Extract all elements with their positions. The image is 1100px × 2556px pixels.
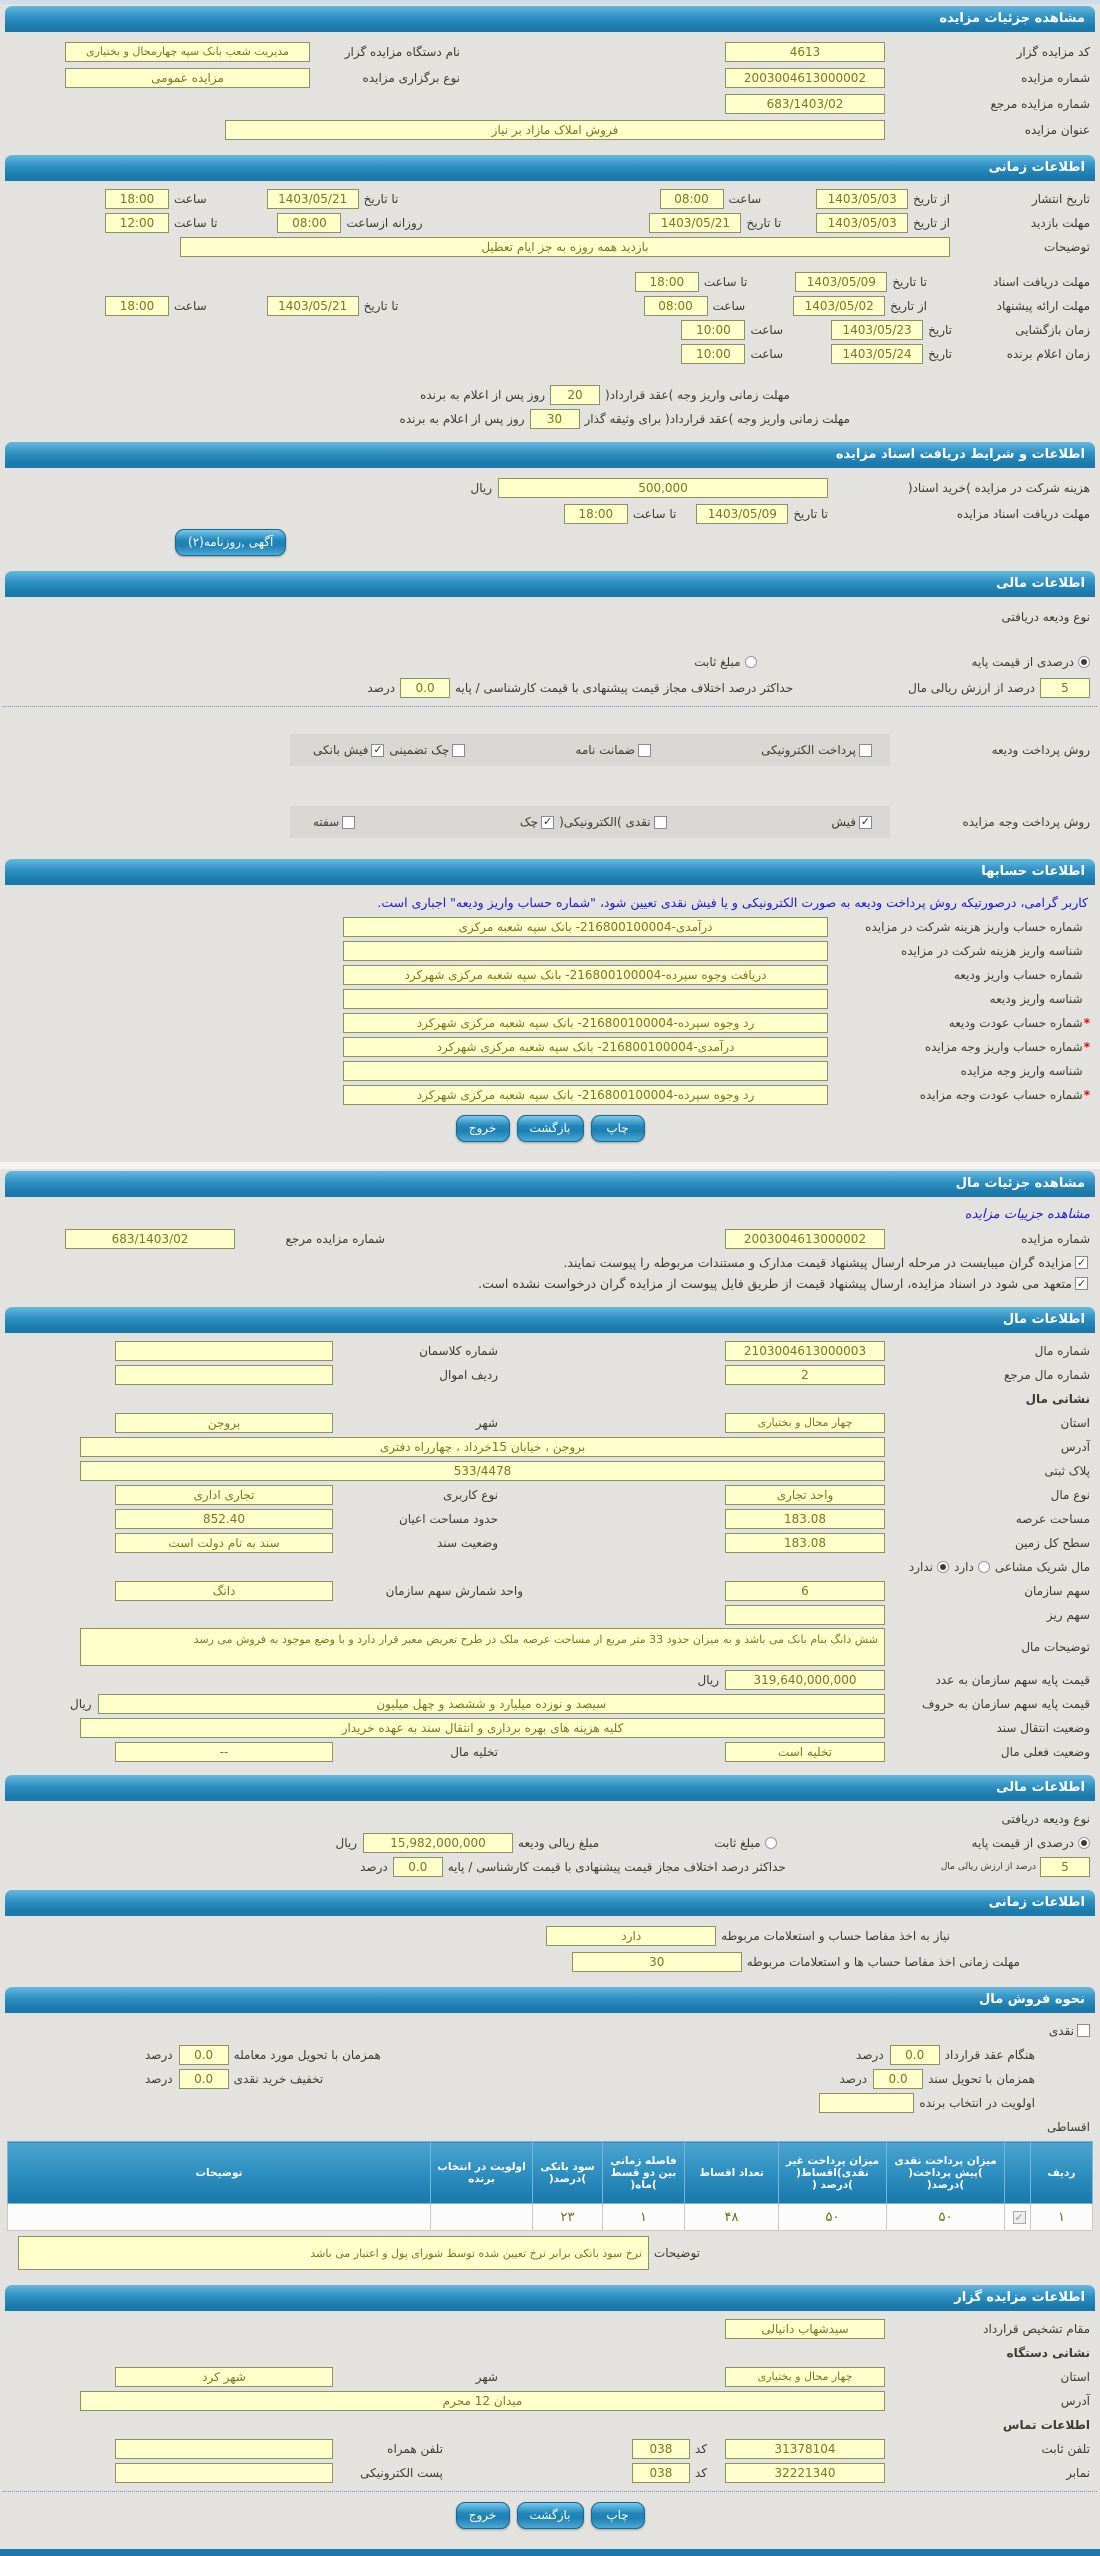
- cell-noncash-percent: ۵۰: [779, 2204, 887, 2231]
- address-label: آدرس: [1060, 1439, 1090, 1454]
- percent-of-base-label: درصدی از قیمت پایه: [971, 654, 1074, 669]
- receipt-label: فیش: [831, 815, 856, 829]
- auction-payment-methods-group: [290, 806, 890, 838]
- email-field[interactable]: [115, 2463, 333, 2483]
- cell-installment-count: ۴۸: [685, 2204, 779, 2231]
- no-price-file-text: متعهد می شود در اسناد مزایده، ارسال پیشنهاد قیمت از طریق فایل پیوست از مزایده گران درخواست نشده است.: [478, 1276, 1072, 1291]
- electronic-payment-label: پرداخت الکترونیکی: [761, 743, 856, 757]
- registration-plate-field[interactable]: 533/4478: [80, 1461, 885, 1481]
- winner-priority-label: اولویت در انتخاب برنده: [919, 2095, 1035, 2110]
- no-price-file-checkbox[interactable]: [1075, 1277, 1088, 1290]
- percent-of-base-radio[interactable]: [1078, 1837, 1090, 1849]
- auction-title-label: عنوان مزایده: [1024, 122, 1090, 137]
- auction-payment-method-label: روش پرداخت وجه مزایده: [962, 815, 1090, 829]
- clearance-needed-label: نیاز به اخذ مفاصا حساب و استعلامات مربوطه: [721, 1928, 950, 1943]
- offer-from-time-field[interactable]: 08:00: [644, 296, 708, 316]
- percent-label: درصد: [360, 1859, 388, 1874]
- participation-fee-field[interactable]: 500,000: [498, 478, 828, 498]
- auction-number-label: شماره مزایده: [1021, 1231, 1090, 1246]
- section-header-docs: اطلاعات و شرایط دریافت اسناد مزایده: [5, 442, 1095, 468]
- winner-time-field[interactable]: 10:00: [681, 344, 745, 364]
- percent-of-value-field[interactable]: 5: [1040, 1857, 1090, 1877]
- back-button[interactable]: بازگشت: [517, 1115, 584, 1142]
- auction-number-field[interactable]: 2003004613000002: [725, 1229, 885, 1249]
- until-hour-label: تا ساعت: [632, 506, 677, 521]
- mobile-label: تلفن همراه: [387, 2441, 443, 2456]
- offer-to-date-field[interactable]: 1403/05/21: [267, 296, 359, 316]
- panel-separator: [0, 1162, 1100, 1169]
- account-row-label: شناسه واریز وجه مزایده: [960, 1063, 1083, 1078]
- certified-check-label: چک تضمینی: [389, 743, 450, 757]
- dotted-divider: [3, 2491, 1097, 2492]
- auction-number-label: شماره مزایده: [1021, 70, 1090, 85]
- auction-return-account-field[interactable]: رد وجوه سپرده-216800100004- بانک سپه شعبه مرکزی شهرکرد: [343, 1085, 828, 1105]
- installment-row: [8, 2204, 1093, 2231]
- address-field[interactable]: بروجن ، خیابان 15خرداد ، چهارراه دفتری: [80, 1437, 885, 1457]
- participation-fee-label: هزینه شرکت در مزایده )خرید اسناد(: [907, 480, 1090, 495]
- province-field[interactable]: چهار محال و بختیاری: [725, 1413, 885, 1433]
- share-unit-label: واحد شمارش سهم سازمان: [385, 1583, 523, 1598]
- org-address-field[interactable]: میدان 12 محرم: [80, 2391, 885, 2411]
- exit-button[interactable]: خروج: [456, 1115, 510, 1142]
- date-label: تاریخ: [928, 346, 952, 361]
- col-header-select: [1005, 2142, 1031, 2204]
- hour-label: ساعت: [750, 346, 784, 361]
- required-asterisk: *: [1083, 1015, 1090, 1030]
- docs-deadline-label: مهلت دریافت اسناد: [992, 274, 1090, 289]
- percent-of-base-radio[interactable]: [1078, 656, 1090, 668]
- attach-docs-text: مزایده گران میبایست در مرحله ارسال پیشنهاد قیمت مدارک و مستندات مربوطه را پیوست نمایند.: [563, 1255, 1072, 1270]
- account-row-label: شناسه واریز هزینه شرکت در مزایده: [900, 943, 1083, 958]
- asset-address-section-label: نشانی مال: [1025, 1391, 1090, 1406]
- sale-notes-field[interactable]: نرخ سود بانکی برابر نرخ تعیین شده توسط شورای پول و اعتبار می باشد: [18, 2236, 649, 2270]
- classification-field[interactable]: [115, 1341, 333, 1361]
- account-row-label: *شماره حساب عودت ودیعه: [948, 1015, 1090, 1030]
- deposit-type-label: نوع ودیعه دریافتی: [1001, 609, 1090, 624]
- top-strip: [0, 0, 1100, 4]
- at-deed-transfer-label: همزمان با تحویل سند: [928, 2071, 1035, 2086]
- fixed-amount-radio[interactable]: [745, 656, 757, 668]
- deposit-method-label: روش پرداخت ودیعه: [991, 743, 1090, 757]
- percent-of-value-label: درصد از ارزش ریالی مال: [908, 680, 1035, 695]
- cash-sale-label: نقدی: [1048, 2023, 1074, 2038]
- fixed-amount-label: مبلغ ثابت: [714, 1835, 761, 1850]
- auction-ref-field[interactable]: 683/1403/02: [725, 94, 885, 114]
- col-header-row-index: ردیف: [1031, 2142, 1093, 2204]
- auctioneer-code-field[interactable]: 4613: [725, 42, 885, 62]
- deed-status-label: وضعیت سند: [437, 1535, 498, 1550]
- rial-label: ریال: [697, 1672, 719, 1687]
- rial-label: ریال: [335, 1835, 358, 1850]
- docs-deadline-date-field[interactable]: 1403/05/09: [795, 272, 887, 292]
- fee-deposit-id-field[interactable]: [343, 941, 828, 961]
- winner-announce-label: زمان اعلام برنده: [1006, 346, 1090, 361]
- guarantee-letter-checkbox[interactable]: [638, 744, 651, 757]
- visit-time-to-field[interactable]: 12:00: [105, 213, 169, 233]
- at-delivery-label: همزمان با تحویل مورد معامله: [233, 2047, 381, 2062]
- offer-to-time-field[interactable]: 18:00: [105, 296, 169, 316]
- opening-date-field[interactable]: 1403/05/23: [831, 320, 923, 340]
- from-date-label: از تاریخ: [913, 215, 950, 230]
- from-date-label: از تاریخ: [890, 298, 927, 313]
- winner-priority-field[interactable]: [819, 2093, 914, 2113]
- sub-share-field[interactable]: [725, 1605, 885, 1625]
- col-header-installment-count: تعداد اقساط: [685, 2142, 779, 2204]
- cell-bank-interest: ۲۳: [533, 2204, 603, 2231]
- asset-type-field[interactable]: واحد تجاری: [725, 1485, 885, 1505]
- base-price-words-field[interactable]: سیصد و نوزده میلیارد و ششصد و چهل میلیون: [98, 1694, 885, 1714]
- joint-owner-yes-radio[interactable]: [978, 1561, 990, 1573]
- auction-ref-label: شماره مزایده مرجع: [990, 96, 1090, 111]
- clearance-needed-field[interactable]: دارد: [546, 1926, 716, 1946]
- daily-from-hour-label: روزانه ازساعت: [346, 215, 423, 230]
- hour-label: ساعت: [750, 322, 784, 337]
- col-header-bank-interest: سود بانکی )درصد(: [533, 2142, 603, 2204]
- code-label: کد مزایده گزار: [1016, 44, 1090, 59]
- percent-of-value-label: درصد از ارزش ریالی مال: [940, 1861, 1036, 1872]
- cell-row-index: ۱: [1031, 2204, 1093, 2231]
- row-select-checkbox[interactable]: [1013, 2211, 1026, 2224]
- section-header-sale-method: نحوه فروش مال: [5, 1987, 1095, 2013]
- visit-from-date-field[interactable]: 1403/05/03: [816, 213, 908, 233]
- asset-desc-label: توضیحات مال: [1021, 1640, 1090, 1654]
- exit-button[interactable]: خروج: [456, 2502, 510, 2529]
- publish-to-time-field[interactable]: 18:00: [105, 189, 169, 209]
- auction-payment-account-field[interactable]: درآمدی-216800100004- بانک سپه شعبه مرکزی شهرکرد: [343, 1037, 828, 1057]
- view-auction-details-link[interactable]: مشاهده جزییات مزایده: [964, 1207, 1090, 1222]
- check-label: چک: [519, 815, 539, 829]
- required-asterisk: *: [1083, 1087, 1090, 1102]
- org-province-field[interactable]: چهار محال و بختیاری: [725, 2367, 885, 2387]
- to-date-label: تا تاریخ: [363, 298, 399, 313]
- check-checkbox[interactable]: [541, 816, 554, 829]
- asset-row-label: ردیف اموال: [439, 1367, 498, 1382]
- asset-number-label: شماره مال: [1034, 1343, 1090, 1358]
- hour-label: ساعت: [712, 298, 746, 313]
- sub-share-label: سهم ریز: [1046, 1607, 1090, 1622]
- payment-deadline1-field[interactable]: 20: [550, 385, 600, 405]
- phone-label: تلفن ثابت: [1041, 2441, 1090, 2456]
- cash-electronic-label: نقدی )الکترونیکی(: [559, 815, 651, 829]
- docs-receive-time-field[interactable]: 18:00: [564, 504, 628, 524]
- joint-owner-yes-label: دارد: [954, 1559, 974, 1574]
- max-diff-label: حداکثر درصد اختلاف مجاز قیمت پیشنهادی با قیمت کارشناسی / پایه: [455, 680, 794, 695]
- docs-receive-date-field[interactable]: 1403/05/09: [696, 504, 788, 524]
- col-header-cash-percent: میزان پرداخت نقدی )پیش پرداخت( )درصد(: [887, 2142, 1005, 2204]
- asset-ref-field[interactable]: 2: [725, 1365, 885, 1385]
- deed-transfer-label: وضعیت انتقال سند: [996, 1720, 1090, 1735]
- percent-label: درصد: [856, 2047, 884, 2062]
- province-label: استان: [1060, 1415, 1090, 1430]
- phone-field[interactable]: 31378104: [725, 2439, 885, 2459]
- to-date-label: تا تاریخ: [793, 506, 828, 521]
- visit-desc-field[interactable]: بازدید همه روزه به جز ایام تعطیل: [180, 237, 950, 257]
- fax-field[interactable]: 32221340: [725, 2463, 885, 2483]
- address-label: آدرس: [1060, 2393, 1090, 2408]
- hour-label: ساعت: [174, 298, 207, 313]
- col-header-noncash-percent: میزان پرداخت غیر نقدی)اقساط( )درصد (: [779, 2142, 887, 2204]
- print-button[interactable]: چاپ: [591, 1115, 645, 1142]
- col-header-notes: توضیحات: [8, 2142, 431, 2204]
- city-field[interactable]: بروجن: [115, 1413, 333, 1433]
- code-label: کد: [694, 2465, 707, 2480]
- promissory-note-label: سفته: [312, 815, 340, 829]
- asset-number-field[interactable]: 2103004613000003: [725, 1341, 885, 1361]
- certified-check-checkbox[interactable]: [452, 744, 465, 757]
- opening-time-field[interactable]: 10:00: [681, 320, 745, 340]
- fax-label: نمابر: [1066, 2465, 1090, 2480]
- payment-deadline2-label: مهلت زمانی واریز وجه )عقد قرارداد( برای وثیقه گذار: [584, 411, 850, 426]
- dotted-divider: [3, 706, 1097, 707]
- city-label: شهر: [475, 2369, 498, 2384]
- section-header-financial-2: اطلاعات مالی: [5, 1775, 1095, 1801]
- account-row-label: شماره حساب واریز ودیعه: [953, 967, 1083, 982]
- asset-ref-label: شماره مال مرجع: [1003, 1367, 1090, 1382]
- deposit-type-label: نوع ودیعه دریافتی: [1001, 1811, 1090, 1826]
- required-asterisk: *: [1083, 1039, 1090, 1054]
- to-date-label: تا تاریخ: [892, 274, 927, 289]
- auction-number-field[interactable]: 2003004613000002: [725, 68, 885, 88]
- publish-label: تاریخ انتشار: [1031, 191, 1090, 206]
- deed-transfer-field[interactable]: کلیه هزینه های بهره برداری و انتقال سند به عهده خریدار: [80, 1718, 885, 1738]
- account-row-label: *شماره حساب عودت وجه مزایده: [919, 1087, 1090, 1102]
- at-contract-field[interactable]: 0.0: [890, 2045, 940, 2065]
- visit-time-from-field[interactable]: 08:00: [277, 213, 341, 233]
- contract-authority-label: مقام تشخیص قرارداد: [983, 2321, 1090, 2336]
- contract-authority-field[interactable]: سیدشهاب دانیالی: [725, 2319, 885, 2339]
- usage-type-label: نوع کاربری: [442, 1487, 498, 1502]
- clearance-period-field[interactable]: 30: [572, 1952, 742, 1972]
- contact-section-label: اطلاعات تماس: [1002, 2417, 1090, 2432]
- fax-code-field[interactable]: 038: [632, 2463, 690, 2483]
- deposit-methods-group: [290, 734, 890, 766]
- section-header-accounts: اطلاعات حسابها: [5, 859, 1095, 885]
- phone-code-field[interactable]: 038: [632, 2439, 690, 2459]
- max-diff-label: حداکثر درصد اختلاف مجاز قیمت پیشنهادی با قیمت کارشناسی / پایه: [447, 1859, 786, 1874]
- deed-status-field[interactable]: سند به نام دولت است: [115, 1533, 333, 1553]
- bank-receipt-label: فیش بانکی: [312, 743, 369, 757]
- winner-date-field[interactable]: 1403/05/24: [831, 344, 923, 364]
- deposit-return-account-field[interactable]: رد وجوه سپرده-216800100004- بانک سپه شعبه مرکزی شهرکرد: [343, 1013, 828, 1033]
- visit-to-date-field[interactable]: 1403/05/21: [649, 213, 741, 233]
- classification-label: شماره کلاسمان: [419, 1343, 498, 1358]
- account-row-label: *شماره حساب واریز وجه مزایده: [924, 1039, 1090, 1054]
- col-header-priority: اولویت در انتخاب برنده: [431, 2142, 533, 2204]
- to-date-label: تا تاریخ: [363, 191, 399, 206]
- cell-interval: ۱: [603, 2204, 685, 2231]
- cash-discount-label: تخفیف خرید نقدی: [233, 2071, 324, 2086]
- auction-ref-label: شماره مزایده مرجع: [285, 1231, 385, 1246]
- auction-payment-id-field[interactable]: [343, 1061, 828, 1081]
- col-header-interval: فاصله زمانی بین دو قسط )ماه(: [603, 2142, 685, 2204]
- share-unit-field[interactable]: دانگ: [115, 1581, 333, 1601]
- hour-label: ساعت: [728, 191, 762, 206]
- promissory-note-checkbox[interactable]: [342, 816, 355, 829]
- org-label: نام دستگاه مزایده گزار: [344, 44, 460, 59]
- code-label: کد: [694, 2441, 707, 2456]
- max-diff-field[interactable]: 0.0: [393, 1857, 443, 1877]
- cash-electronic-checkbox[interactable]: [654, 816, 667, 829]
- total-land-field[interactable]: 183.08: [725, 1533, 885, 1553]
- current-status-field[interactable]: تخلیه است: [725, 1742, 885, 1762]
- usage-type-field[interactable]: تجاری اداری: [115, 1485, 333, 1505]
- guarantee-letter-label: ضمانت نامه: [575, 743, 635, 757]
- auction-type-field[interactable]: مزایده عمومی: [65, 68, 310, 88]
- evacuation-label: تخلیه مال: [450, 1744, 498, 1759]
- until-hour-label: تا ساعت: [174, 215, 218, 230]
- base-price-number-label: قیمت پایه سهم سازمان به عدد: [935, 1672, 1090, 1687]
- section-header-auctioneer: اطلاعات مزایده گزار: [5, 2285, 1095, 2311]
- registration-plate-label: پلاک ثبتی: [1044, 1463, 1090, 1478]
- bank-receipt-checkbox[interactable]: [371, 744, 384, 757]
- electronic-payment-checkbox[interactable]: [859, 744, 872, 757]
- docs-receive-deadline-label: مهلت دریافت اسناد مزایده: [956, 506, 1090, 521]
- percent-of-base-label: درصدی از قیمت پایه: [971, 1835, 1074, 1850]
- auction-ref-field[interactable]: 683/1403/02: [65, 1229, 235, 1249]
- fee-deposit-account-field[interactable]: درآمدی-216800100004- بانک سپه شعبه مرکزی: [343, 917, 828, 937]
- org-share-label: سهم سازمان: [1024, 1583, 1090, 1598]
- payment-deadline1-label: مهلت زمانی واریز وجه )عقد قرارداد(: [605, 387, 790, 402]
- to-date-label: تا تاریخ: [746, 215, 782, 230]
- current-status-label: وضعیت فعلی مال: [1000, 1744, 1090, 1759]
- rial-label: ریال: [70, 1696, 92, 1711]
- opening-label: زمان بازگشایی: [1015, 322, 1090, 337]
- payment-deadline2-field[interactable]: 30: [530, 409, 580, 429]
- email-label: پست الکترونیکی: [360, 2465, 443, 2480]
- back-button[interactable]: بازگشت: [517, 2502, 584, 2529]
- receipt-checkbox[interactable]: [859, 816, 872, 829]
- asset-row-field[interactable]: [115, 1365, 333, 1385]
- total-land-label: سطح کل زمین: [1014, 1535, 1090, 1550]
- deposit-account-field[interactable]: دریافت وجوه سپرده-216800100004- بانک سپه شعبه مرکزی شهرکرد: [343, 965, 828, 985]
- cash-sale-checkbox[interactable]: [1077, 2024, 1090, 2037]
- building-area-label: حدود مساحت اعیان: [398, 1511, 498, 1526]
- section-header-asset-info: اطلاعات مال: [5, 1307, 1095, 1333]
- land-area-label: مساحت عرصه: [1015, 1511, 1090, 1526]
- asset-type-label: نوع مال: [1050, 1487, 1090, 1502]
- percent-label: درصد: [367, 680, 396, 695]
- city-label: شهر: [475, 1415, 498, 1430]
- org-name-field[interactable]: مدیریت شعب بانک سپه چهارمحال و بختیاری: [65, 42, 310, 62]
- percent-label: درصد: [145, 2047, 173, 2062]
- until-hour-label: تا ساعت: [703, 274, 748, 289]
- rial-label: ریال: [470, 480, 492, 495]
- publish-from-date-field[interactable]: 1403/05/03: [816, 189, 908, 209]
- joint-owner-no-label: ندارد: [908, 1559, 934, 1574]
- mobile-field[interactable]: [115, 2439, 333, 2459]
- land-area-field[interactable]: 183.08: [725, 1509, 885, 1529]
- joint-owner-no-radio[interactable]: [937, 1561, 949, 1573]
- percent-label: درصد: [145, 2071, 173, 2086]
- newspaper-ad-button[interactable]: آگهی ,روزنامه(۲): [175, 529, 286, 556]
- cell-cash-percent: ۵۰: [887, 2204, 1005, 2231]
- deposit-amount-label: مبلغ ریالی ودیعه: [518, 1835, 600, 1850]
- print-button[interactable]: چاپ: [591, 2502, 645, 2529]
- org-city-field[interactable]: شهر کرد: [115, 2367, 333, 2387]
- section-header-financial-1: اطلاعات مالی: [5, 571, 1095, 597]
- building-area-field[interactable]: 852.40: [115, 1509, 333, 1529]
- accounts-notice: کاربر گرامی، درصورتیکه روش پرداخت ودیعه به صورت الکترونیکی و یا فیش نقدی تعیین شود، "شماره حساب واریز ودیعه" اجباری است.: [377, 895, 1088, 910]
- bottom-strip: [0, 2549, 1100, 2556]
- section-header-asset-details: مشاهده جزئیات مال: [5, 1171, 1095, 1197]
- cell-select: [1005, 2204, 1031, 2231]
- publish-from-time-field[interactable]: 08:00: [660, 189, 724, 209]
- sale-notes-label: توضیحات: [653, 2246, 700, 2260]
- at-deed-transfer-field[interactable]: 0.0: [873, 2069, 923, 2089]
- joint-owner-label: مال شریک مشاعی: [994, 1559, 1090, 1574]
- days-after-winner-label: روز پس از اعلام به برنده: [399, 411, 525, 426]
- section-header-timing: اطلاعات زمانی: [5, 155, 1095, 181]
- evacuation-field[interactable]: --: [115, 1742, 333, 1762]
- base-price-number-field[interactable]: 319,640,000,000: [725, 1670, 885, 1690]
- hour-label: ساعت: [174, 191, 207, 206]
- max-diff-field[interactable]: 0.0: [400, 678, 450, 698]
- base-price-words-label: قیمت پایه سهم سازمان به حروف: [922, 1696, 1090, 1711]
- account-row-label: شماره حساب واریز هزینه شرکت در مزایده: [865, 919, 1083, 934]
- asset-desc-field[interactable]: شش دانگ بنام بانک می باشد و به میزان حدود 33 متر مربع از مساحت عرصه ملک در طرح تعریض معبر قرار دارد و با وضع موجود به فروش می رسد: [80, 1628, 885, 1666]
- at-contract-label: هنگام عقد قرارداد: [944, 2047, 1035, 2062]
- clearance-period-label: مهلت زمانی اخذ مفاصا حساب ها و استعلامات مربوطه: [746, 1954, 1020, 1969]
- auction-title-field[interactable]: فروش املاک مازاد بر نیاز: [225, 120, 885, 140]
- publish-to-date-field[interactable]: 1403/05/21: [267, 189, 359, 209]
- fixed-amount-radio[interactable]: [765, 1837, 777, 1849]
- attach-docs-checkbox[interactable]: [1075, 1256, 1088, 1269]
- at-delivery-field[interactable]: 0.0: [179, 2045, 229, 2065]
- account-row-label: شناسه واریز ودیعه: [989, 991, 1083, 1006]
- offer-from-date-field[interactable]: 1403/05/02: [793, 296, 885, 316]
- installment-table: [7, 2141, 1093, 2231]
- deposit-id-field[interactable]: [343, 989, 828, 1009]
- org-address-section-label: نشانی دستگاه: [1006, 2345, 1090, 2360]
- installment-label: اقساطی: [1047, 2119, 1090, 2134]
- offer-label: مهلت ارائه پیشنهاد: [996, 298, 1090, 313]
- fixed-amount-label: مبلغ ثابت: [694, 654, 741, 669]
- docs-deadline-time-field[interactable]: 18:00: [635, 272, 699, 292]
- section-header-timing-2: اطلاعات زمانی: [5, 1890, 1095, 1916]
- visit-label: مهلت بازدید: [1030, 215, 1090, 230]
- timing-desc-label: توضیحات: [1043, 239, 1090, 254]
- from-date-label: از تاریخ: [913, 191, 950, 206]
- org-share-field[interactable]: 6: [725, 1581, 885, 1601]
- cell-notes: [8, 2204, 431, 2231]
- date-label: تاریخ: [928, 322, 952, 337]
- auction-type-label: نوع برگزاری مزایده: [362, 70, 460, 85]
- deposit-amount-field[interactable]: 15,982,000,000: [363, 1833, 513, 1853]
- days-after-winner-label: روز پس از اعلام به برنده: [420, 387, 546, 402]
- section-header-auction-details: مشاهده جزئیات مزایده: [5, 6, 1095, 32]
- province-label: استان: [1060, 2369, 1090, 2384]
- percent-of-value-field[interactable]: 5: [1040, 678, 1090, 698]
- percent-label: درصد: [839, 2071, 868, 2086]
- cell-priority: [431, 2204, 533, 2231]
- cash-discount-field[interactable]: 0.0: [179, 2069, 229, 2089]
